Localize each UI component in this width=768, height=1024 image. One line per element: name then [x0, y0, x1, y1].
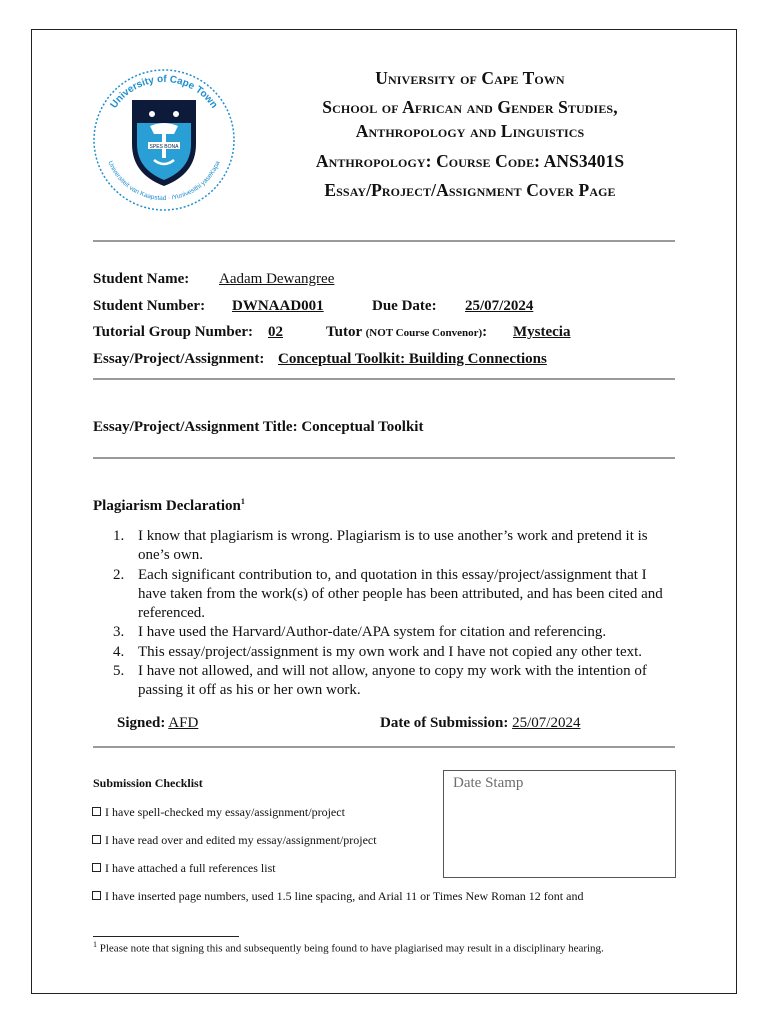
list-text: I know that plagiarism is wrong. Plagiarism is to use another’s work and pretend it is one’s own.	[138, 528, 648, 564]
footnote-mark: 1	[93, 940, 97, 949]
divider	[93, 457, 675, 459]
logo-motto: SPES BONA	[149, 144, 179, 150]
cover-page-title: Essay/Project/Assignment Cover Page	[324, 180, 616, 200]
divider	[93, 240, 675, 242]
date-stamp-box	[443, 770, 676, 878]
checklist-item-label: I have inserted page numbers, used 1.5 line spacing, and Arial 11 or Times New Roman 12 font and	[105, 889, 584, 903]
list-item	[113, 527, 675, 566]
checklist-item	[92, 889, 583, 904]
declaration-list	[113, 527, 675, 701]
divider	[93, 378, 675, 380]
checklist-item	[92, 805, 345, 820]
plagiarism-heading	[93, 497, 245, 515]
checkbox-icon[interactable]	[92, 835, 101, 844]
checkbox-icon[interactable]	[92, 807, 101, 816]
school-name-line1: School of African and Gender Studies,	[322, 97, 618, 117]
list-text: This essay/project/assignment is my own work and I have not copied any other text.	[138, 643, 643, 660]
footnote-ref: 1	[240, 497, 245, 506]
logo-text-bottom: Universiteit van Kaapstad · iYunivesithi yaseKapa	[106, 160, 222, 203]
divider	[93, 746, 675, 748]
assignment-title-label: Essay/Project/Assignment Title:	[93, 419, 298, 435]
list-text: Each significant contribution to, and quotation in this essay/project/assignment that I have taken from the work(s) of other people has been attributed, and has been cited and referenced.	[138, 566, 663, 622]
assignment-title	[93, 419, 423, 436]
checklist-item-label: I have attached a full references list	[105, 861, 276, 875]
checkbox-icon[interactable]	[92, 891, 101, 900]
logo-text-top: University of Cape Town	[108, 73, 220, 111]
footnote	[93, 940, 604, 955]
checkbox-icon[interactable]	[92, 863, 101, 872]
date-stamp-label: Date Stamp	[453, 775, 524, 791]
list-item	[113, 566, 675, 624]
submission-date-line	[380, 715, 580, 732]
assignment-value: Conceptual Toolkit: Building Connections	[278, 351, 547, 367]
university-name: University of Cape Town	[375, 68, 565, 88]
course-code-line	[240, 151, 700, 172]
list-number: 1.	[113, 528, 125, 544]
checklist-title: Submission Checklist	[93, 776, 203, 790]
list-number: 2.	[113, 566, 125, 583]
due-date-value: 25/07/2024	[465, 298, 534, 314]
footnote-divider	[93, 936, 239, 937]
list-number: 5.	[113, 663, 125, 680]
checklist-item	[92, 833, 377, 848]
list-number: 4.	[113, 643, 125, 660]
course-code: ANS3401S	[543, 151, 625, 171]
footnote-text: Please note that signing this and subsequently being found to have plagiarised may result in a disciplinary hearing.	[99, 942, 604, 955]
tutor-colon: :	[482, 324, 488, 340]
school-name-line2: Anthropology and Linguistics	[355, 121, 585, 141]
tutorial-group-value: 02	[268, 324, 283, 340]
signed-value: AFD	[168, 715, 199, 731]
plagiarism-heading-text: Plagiarism Declaration	[93, 498, 241, 514]
tutor-label	[326, 324, 487, 341]
submission-date-label: Date of Submission:	[380, 715, 509, 731]
uct-logo	[84, 66, 244, 214]
list-text: I have not allowed, and will not allow, anyone to copy my work with the intention of passing it off as his or her own work.	[138, 663, 647, 699]
checklist-item-label: I have spell-checked my essay/assignment/project	[105, 805, 345, 819]
tutor-value: Mystecia	[513, 324, 571, 340]
due-date-label: Due Date:	[372, 298, 437, 314]
checklist-item	[92, 861, 276, 876]
signed-line	[117, 715, 198, 732]
tutorial-group-label: Tutorial Group Number:	[93, 324, 254, 340]
submission-date-value: 25/07/2024	[512, 715, 581, 731]
course-label: Anthropology: Course Code:	[315, 151, 541, 171]
assignment-title-value: Conceptual Toolkit	[301, 419, 424, 435]
list-number: 3.	[113, 624, 125, 641]
student-number-value: DWNAAD001	[232, 298, 324, 314]
tutor-note: (NOT Course Convenor)	[365, 327, 483, 339]
tutor-label-text: Tutor	[326, 324, 362, 340]
list-item	[113, 623, 675, 642]
checklist-item-label: I have read over and edited my essay/assignment/project	[105, 833, 377, 847]
assignment-label: Essay/Project/Assignment:	[93, 351, 265, 367]
student-name-label: Student Name:	[93, 271, 190, 287]
list-item	[113, 643, 675, 662]
list-item	[113, 662, 675, 701]
list-text: I have used the Harvard/Author-date/APA system for citation and referencing.	[138, 624, 607, 641]
student-name-value: Aadam Dewangree	[219, 271, 335, 287]
signed-label: Signed:	[117, 715, 166, 731]
student-number-label: Student Number:	[93, 298, 206, 314]
